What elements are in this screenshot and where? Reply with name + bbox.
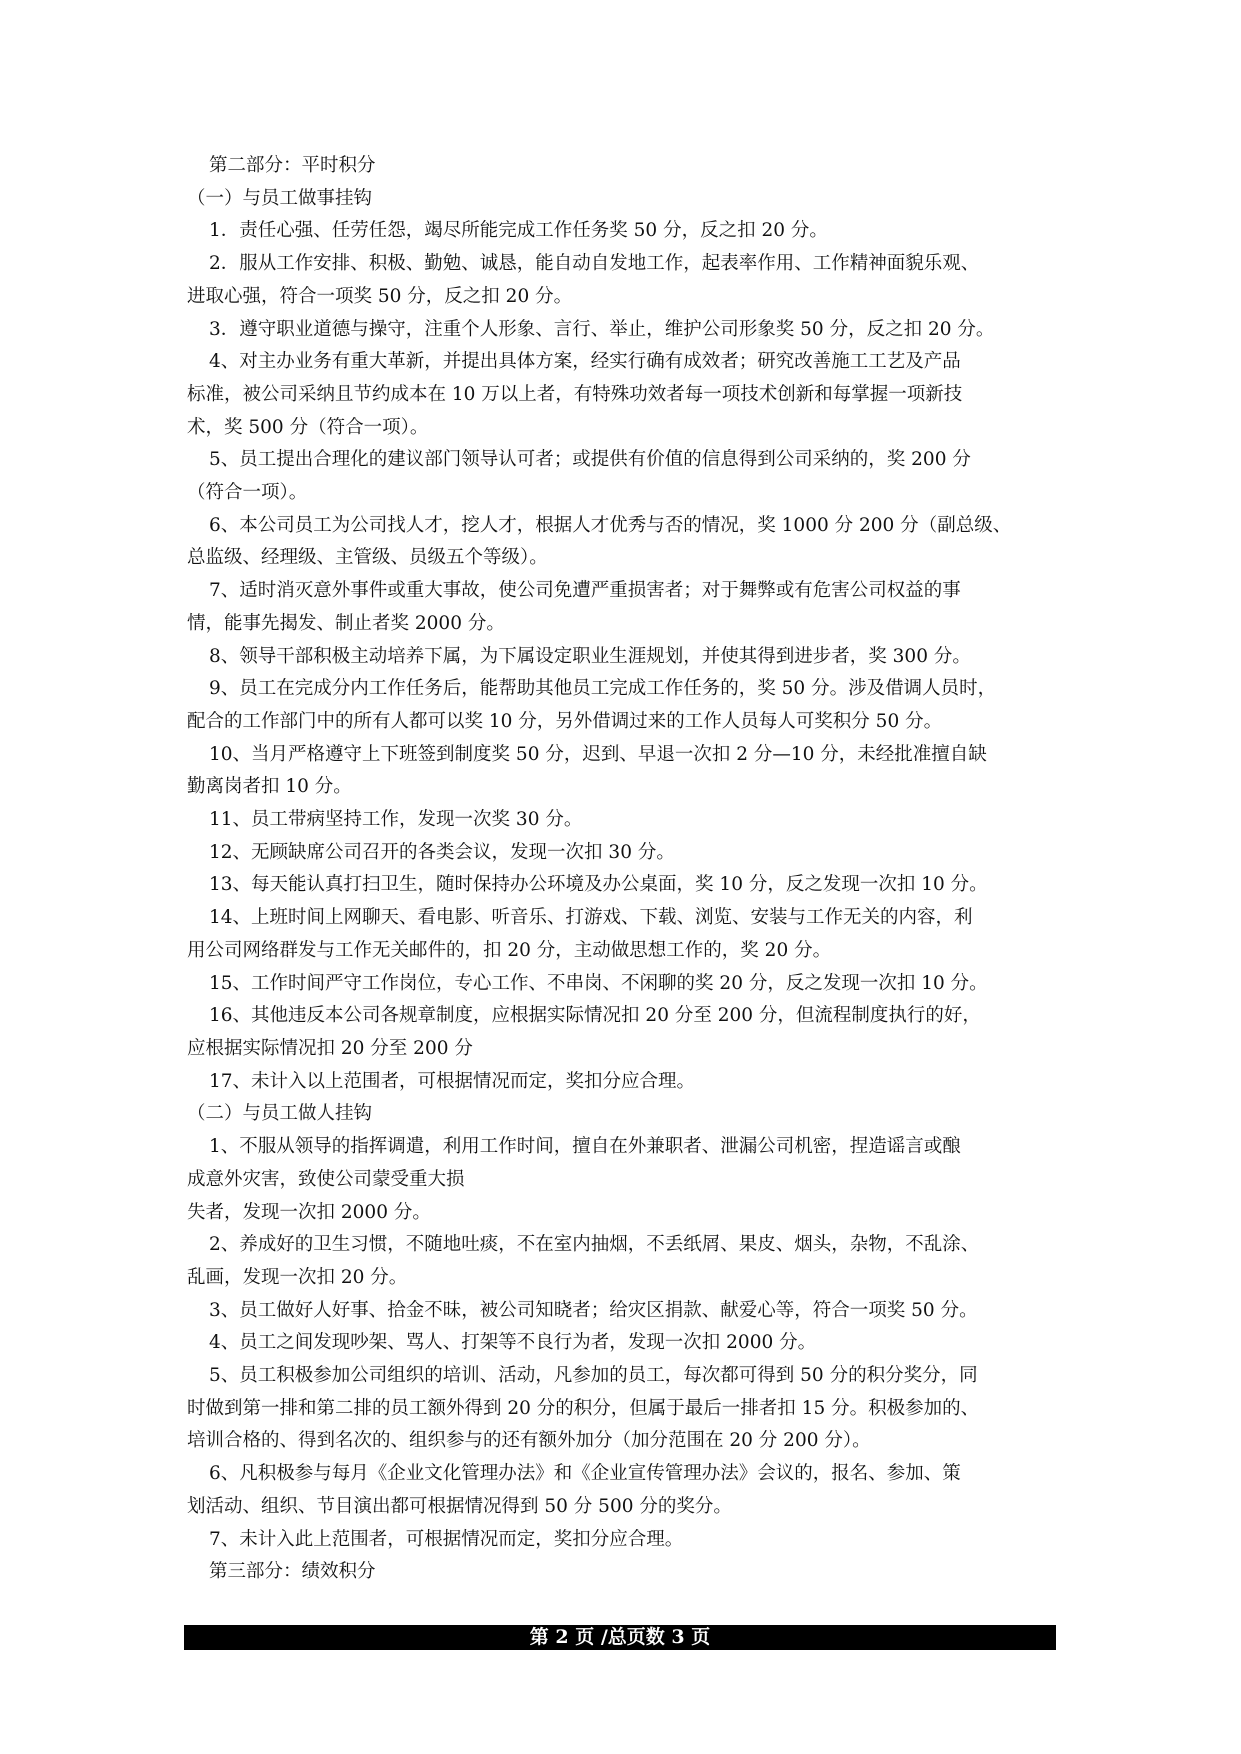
subsection-heading: （一）与员工做事挂钩 — [187, 187, 373, 209]
page-number-label: 第 2 页 /总页数 3 页 — [529, 1626, 711, 1648]
paragraph-line: 总监级、经理级、主管级、员级五个等级）。 — [187, 547, 548, 569]
section-heading: 第二部分：平时积分 — [209, 155, 376, 176]
paragraph-line: 2．服从工作安排、积极、勤勉、诚恳，能自动自发地工作，起表率作用、工作精神面貌乐观、 — [209, 253, 980, 275]
paragraph-line: 15、工作时间严守工作岗位，专心工作、不串岗、不闲聊的奖 20 分，反之发现一次扣 10 分。 — [209, 972, 988, 994]
paragraph-line: 失者，发现一次扣 2000 分。 — [187, 1201, 431, 1223]
paragraph-line: 配合的工作部门中的所有人都可以奖 10 分，另外借调过来的工作人员每人可奖积分 50 分。 — [187, 710, 943, 732]
paragraph-line: 勤离岗者扣 10 分。 — [187, 776, 352, 798]
paragraph-line: 进取心强，符合一项奖 50 分，反之扣 20 分。 — [187, 285, 573, 307]
paragraph-line: 7、适时消灭意外事件或重大事故，使公司免遭严重损害者；对于舞弊或有危害公司权益的事 — [209, 580, 961, 602]
paragraph-line: 术，奖 500 分（符合一项）。 — [187, 416, 429, 438]
paragraph-line: 6、凡积极参与每月《企业文化管理办法》和《企业宣传管理办法》会议的，报名、参加、策 — [209, 1463, 961, 1485]
paragraph-line: 3．遵守职业道德与操守，注重个人形象、言行、举止，维护公司形象奖 50 分，反之扣 20 分。 — [209, 318, 995, 340]
paragraph-line: 5、员工积极参加公司组织的培训、活动，凡参加的员工，每次都可得到 50 分的积分奖分，同 — [209, 1365, 978, 1387]
paragraph-line: 8、领导干部积极主动培养下属，为下属设定职业生涯规划，并使其得到进步者，奖 300 分。 — [209, 645, 971, 667]
paragraph-line: 12、无顾缺席公司召开的各类会议，发现一次扣 30 分。 — [209, 841, 675, 863]
paragraph-line: 13、每天能认真打扫卫生，随时保持办公环境及办公桌面，奖 10 分，反之发现一次扣 10 分。 — [209, 874, 988, 896]
paragraph-line: 17、未计入以上范围者，可根据情况而定，奖扣分应合理。 — [209, 1070, 696, 1092]
paragraph-line: 2、养成好的卫生习惯，不随地吐痰，不在室内抽烟，不丢纸屑、果皮、烟头，杂物，不乱涂、 — [209, 1234, 980, 1256]
paragraph-line: 时做到第一排和第二排的员工额外得到 20 分的积分，但属于最后一排者扣 15 分。积极参加的、 — [187, 1397, 980, 1419]
paragraph-line: 4、对主办业务有重大革新，并提出具体方案，经实行确有成效者；研究改善施工工艺及产品 — [209, 351, 961, 373]
paragraph-line: 4、员工之间发现吵架、骂人、打架等不良行为者，发现一次扣 2000 分。 — [209, 1332, 817, 1354]
paragraph-line: 用公司网络群发与工作无关邮件的，扣 20 分，主动做思想工作的，奖 20 分。 — [187, 939, 832, 961]
paragraph-line: 7、未计入此上范围者，可根据情况而定，奖扣分应合理。 — [209, 1528, 684, 1550]
page-footer — [184, 1625, 1056, 1650]
paragraph-line: 5、员工提出合理化的建议部门领导认可者；或提供有价值的信息得到公司采纳的，奖 200 分 — [209, 449, 971, 471]
paragraph-line: 情，能事先揭发、制止者奖 2000 分。 — [187, 612, 505, 634]
paragraph-line: 1．责任心强、任劳任怨，竭尽所能完成工作任务奖 50 分，反之扣 20 分。 — [209, 220, 828, 242]
paragraph-line: 16、其他违反本公司各规章制度，应根据实际情况扣 20 分至 200 分，但流程制度执行的好， — [209, 1005, 981, 1027]
section-heading: 第三部分：绩效积分 — [209, 1561, 376, 1583]
paragraph-line: 9、员工在完成分内工作任务后，能帮助其他员工完成工作任务的，奖 50 分。涉及借调人员时， — [209, 678, 997, 700]
paragraph-line: 划活动、组织、节目演出都可根据情况得到 50 分 500 分的奖分。 — [187, 1495, 732, 1517]
subsection-heading: （二）与员工做人挂钩 — [187, 1103, 373, 1125]
paragraph-line: 6、本公司员工为公司找人才，挖人才，根据人才优秀与否的情况，奖 1000 分 200 分（副总级、 — [209, 514, 1012, 536]
paragraph-line: 10、当月严格遵守上下班签到制度奖 50 分，迟到、早退一次扣 2 分—10 分，未经批准擅自缺 — [209, 743, 987, 765]
paragraph-line: 培训合格的、得到名次的、组织参与的还有额外加分（加分范围在 20 分 200 分）。 — [187, 1430, 871, 1452]
paragraph-line: 标准，被公司采纳且节约成本在 10 万以上者，有特殊功效者每一项技术创新和每掌握一项新技 — [187, 383, 963, 405]
paragraph-line: 乱画，发现一次扣 20 分。 — [187, 1266, 408, 1288]
document-body — [187, 150, 1062, 1589]
paragraph-line: （符合一项）。 — [187, 482, 308, 504]
paragraph-line: 11、员工带病坚持工作，发现一次奖 30 分。 — [209, 809, 583, 831]
paragraph-line: 成意外灾害，致使公司蒙受重大损 — [187, 1168, 465, 1190]
paragraph-line: 14、上班时间上网聊天、看电影、听音乐、打游戏、下载、浏览、安装与工作无关的内容，利 — [209, 907, 973, 929]
paragraph-line: 1、不服从领导的指挥调遣，利用工作时间，擅自在外兼职者、泄漏公司机密，捏造谣言或酿 — [209, 1136, 961, 1158]
paragraph-line: 3、员工做好人好事、拾金不昧，被公司知晓者；给灾区捐款、献爱心等，符合一项奖 50 分。 — [209, 1299, 978, 1321]
paragraph-line: 应根据实际情况扣 20 分至 200 分 — [187, 1037, 473, 1059]
